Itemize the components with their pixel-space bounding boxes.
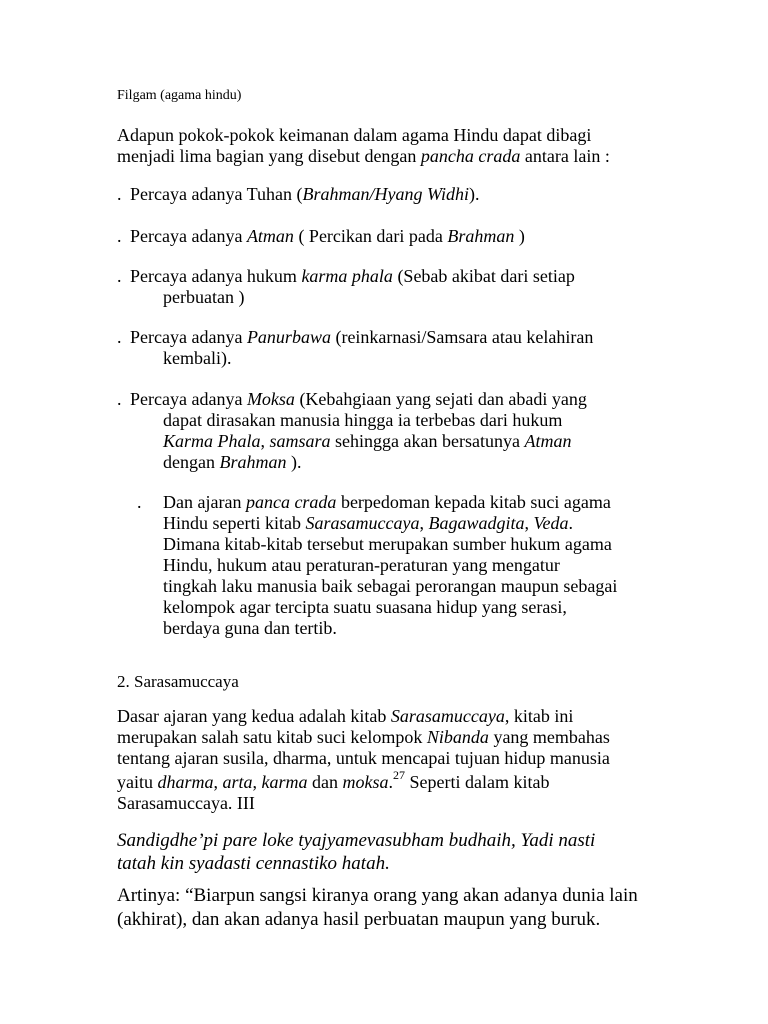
list-bullet: .	[117, 184, 122, 204]
intro-line-1: Adapun pokok-pokok keimanan dalam agama Hindu dapat dibagi	[117, 125, 592, 145]
sub-item-panca-crada: . Dan ajaran panca crada berpedoman kepada kitab suci agama Hindu seperti kitab Sarasamuccaya, Bagawadgita, Veda. Dimana kitab-kitab tersebut merupakan sumber hukum agama Hindu, hukum atau peraturan-peraturan yang mengatur tingkah laku manusia baik sebagai perorangan maupun sebagai kelompok agar tercipta suatu suasana hidup yang serasi, berdaya guna dan tertib.	[137, 492, 618, 638]
verse-translation: Artinya: “Biarpun sangsi kiranya orang yang akan adanya dunia lain (akhirat), dan akan adanya hasil perbuatan maupun yang buruk.	[117, 885, 638, 930]
section-heading: 2. Sarasamuccaya	[117, 672, 239, 691]
sarasamuccaya-paragraph: Dasar ajaran yang kedua adalah kitab Sarasamuccaya, kitab ini merupakan salah satu kitab suci kelompok Nibanda yang membahas tentang ajaran susila, dharma, untuk mencapai tujuan hidup manusia yaitu dharma, arta, karma dan moksa.$^{27}$ Seperti dalam kitab Sarasamuccaya. III	[117, 706, 610, 813]
footnote-ref: 27	[393, 768, 406, 782]
list-bullet: .	[117, 389, 122, 409]
list-item-karma-phala: . Percaya adanya hukum karma phala (Sebab akibat dari setiap perbuatan )	[117, 266, 575, 307]
intro-line-2: menjadi lima bagian yang disebut dengan pancha crada antara lain :	[117, 146, 610, 166]
list-bullet: .	[117, 327, 122, 347]
list-item-panurbawa: . Percaya adanya Panurbawa (reinkarnasi/Samsara atau kelahiran kembali).	[117, 327, 594, 368]
list-item-atman: . Percaya adanya Atman ( Percikan dari pada Brahman )	[117, 226, 525, 246]
page-header: Filgam (agama hindu)	[117, 88, 242, 103]
list-bullet: .	[117, 266, 122, 286]
list-item-moksa: . Percaya adanya Moksa (Kebahgiaan yang sejati dan abadi yang dapat dirasakan manusia hingga ia terbebas dari hukum Karma Phala, samsara sehingga akan bersatunya Atman dengan Brahman ).	[117, 389, 587, 472]
list-bullet: .	[137, 492, 142, 512]
intro-paragraph	[117, 125, 677, 167]
list-bullet: .	[117, 226, 122, 246]
sanskrit-verse: Sandigdhe’pi pare loke tyajyamevasubham budhaih, Yadi nasti tatah kin syadasti cennastiko hatah.	[117, 830, 596, 874]
list-item-tuhan: . Percaya adanya Tuhan (Brahman/Hyang Widhi).	[117, 184, 480, 204]
